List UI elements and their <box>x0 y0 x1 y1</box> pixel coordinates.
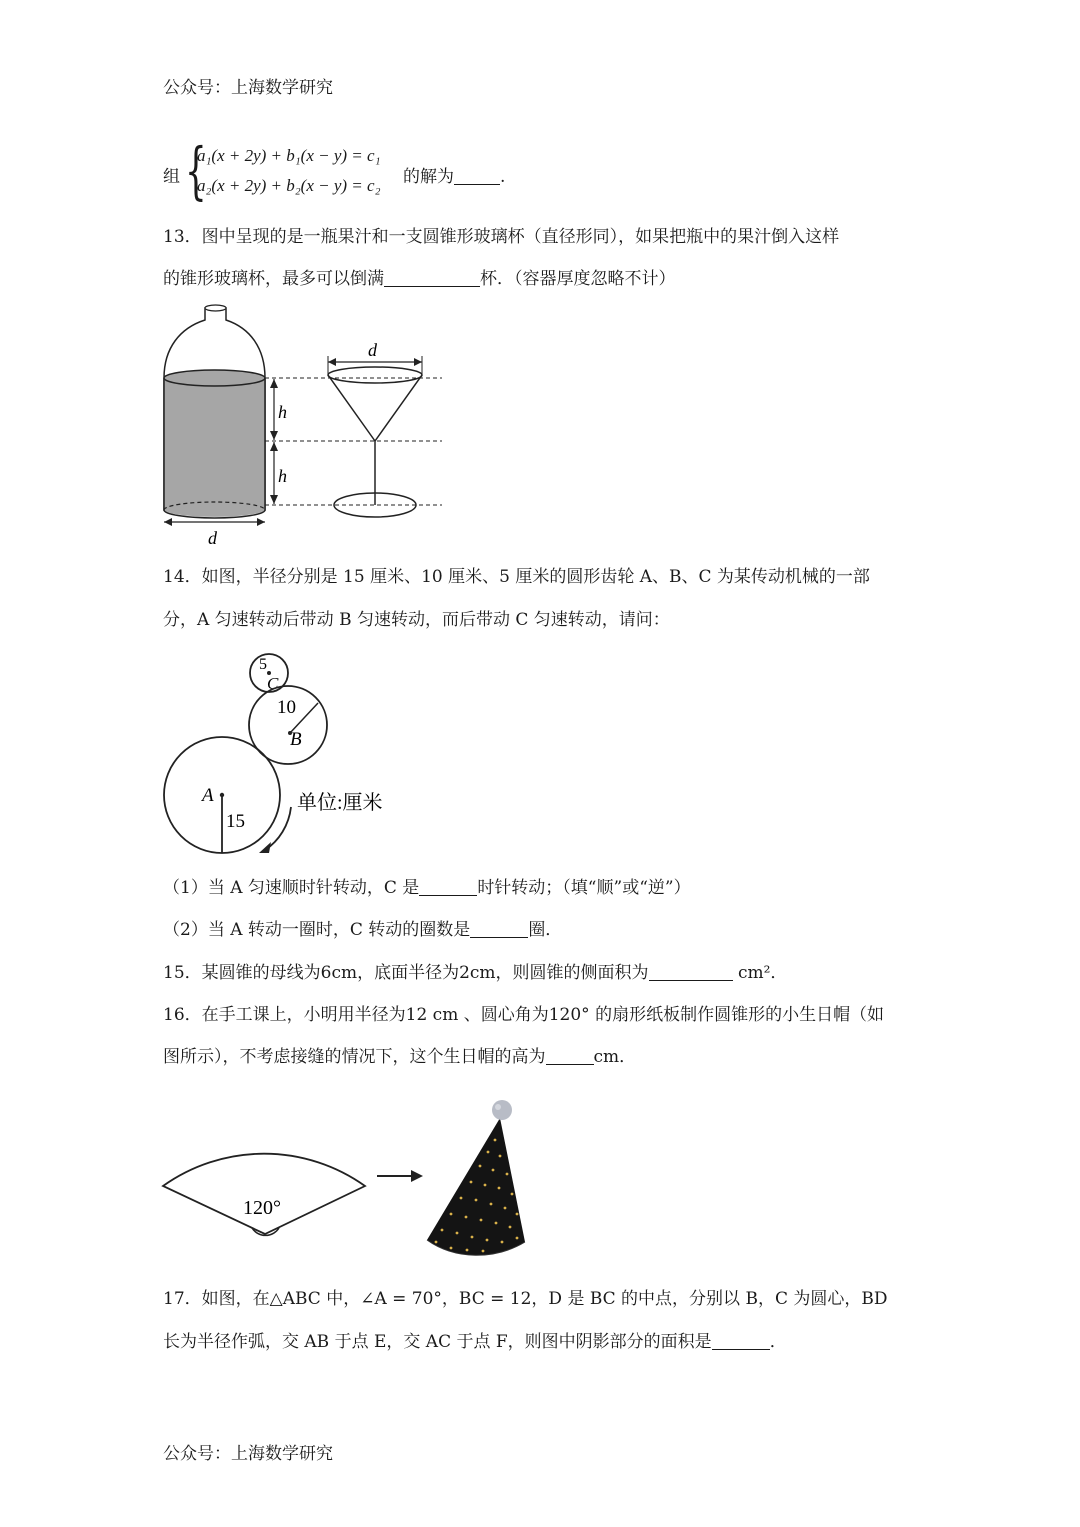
q14-gear-a-label: A <box>202 785 214 806</box>
arrow-right-icon <box>411 1170 423 1182</box>
q12-prefix: 组 <box>163 167 180 187</box>
q13-text-line2: 的锥形玻璃杯，最多可以倒满 杯．（容器厚度忽略不计） <box>163 269 676 289</box>
q13-text-line1: 13．图中呈现的是一瓶果汁和一支圆锥形玻璃杯（直径形同），如果把瓶中的果汁倒入这样 <box>163 227 840 247</box>
q14-gear-c-radius: 5 <box>259 656 267 673</box>
q16-figure-sector-to-hat <box>155 1090 555 1265</box>
q14-gear-c-label: C <box>267 674 279 693</box>
q17-text-line1: 17．如图，在△ABC 中，∠A = 70°，BC = 12，D 是 BC 的中点，分别以 B，C 为圆心，BD <box>163 1289 888 1309</box>
q14-gear-a-radius: 15 <box>226 811 245 832</box>
q12-eq2: a₂(x + 2y) + b₂(x − y) = c₂ <box>197 176 381 195</box>
q16-text-line1: 16．在手工课上，小明用半径为12 cm 、圆心角为120° 的扇形纸板制作圆锥形的小生日帽（如 <box>163 1005 885 1025</box>
page-footer: 公众号：上海数学研究 <box>163 1444 333 1464</box>
q16-text-line2: 图所示），不考虑接缝的情况下，这个生日帽的高为 cm． <box>163 1047 637 1067</box>
q14-text-line2: 分，A 匀速转动后带动 B 匀速转动，而后带动 C 匀速转动，请问： <box>163 610 670 630</box>
q13-label-d-bottom: d <box>208 528 217 548</box>
q15-text: 15．某圆锥的母线为6cm，底面半径为2cm，则圆锥的侧面积为 cm²． <box>163 963 788 983</box>
q15-answer-blank <box>649 962 733 981</box>
q14-figure-gears <box>155 645 415 860</box>
q12-answer-blank <box>454 166 500 185</box>
q16-angle-label: 120° <box>243 1197 281 1219</box>
q13-label-h2: h <box>278 466 287 486</box>
q16-answer-blank <box>546 1046 594 1065</box>
party-hat-image <box>427 1100 525 1255</box>
q14-sub1: （1）当 A 匀速顺时针转动，C 是 时针转动；（填“顺”或“逆”） <box>163 878 691 898</box>
q14-sub2-blank <box>470 919 528 938</box>
q13-label-d-top: d <box>368 340 377 360</box>
q14-text-line1: 14．如图，半径分别是 15 厘米、10 厘米、5 厘米的圆形齿轮 A、B、C 为某传动机械的一部 <box>163 567 870 587</box>
q13-label-h1: h <box>278 402 287 422</box>
q14-gear-b-label: B <box>290 729 302 750</box>
q17-answer-blank <box>712 1331 770 1350</box>
q12-eq1: a₁(x + 2y) + b₁(x − y) = c₁ <box>197 146 381 165</box>
q14-sub2: （2）当 A 转动一圈时，C 转动的圈数是 圈． <box>163 920 563 940</box>
q14-sub1-blank <box>419 877 477 896</box>
q13-figure-bottle-and-glass <box>150 300 460 550</box>
q17-text-line2: 长为半径作弧，交 AB 于点 E，交 AC 于点 F，则图中阴影部分的面积是 ． <box>163 1332 787 1352</box>
q14-gear-b-radius: 10 <box>277 697 296 718</box>
q14-unit-label: 单位:厘米 <box>297 792 383 814</box>
q12-suffix: 的解为 . <box>403 167 506 187</box>
page-header: 公众号：上海数学研究 <box>163 78 333 98</box>
q13-answer-blank <box>384 268 480 287</box>
q12-brace: { <box>185 134 207 207</box>
q16-sector <box>163 1154 365 1234</box>
